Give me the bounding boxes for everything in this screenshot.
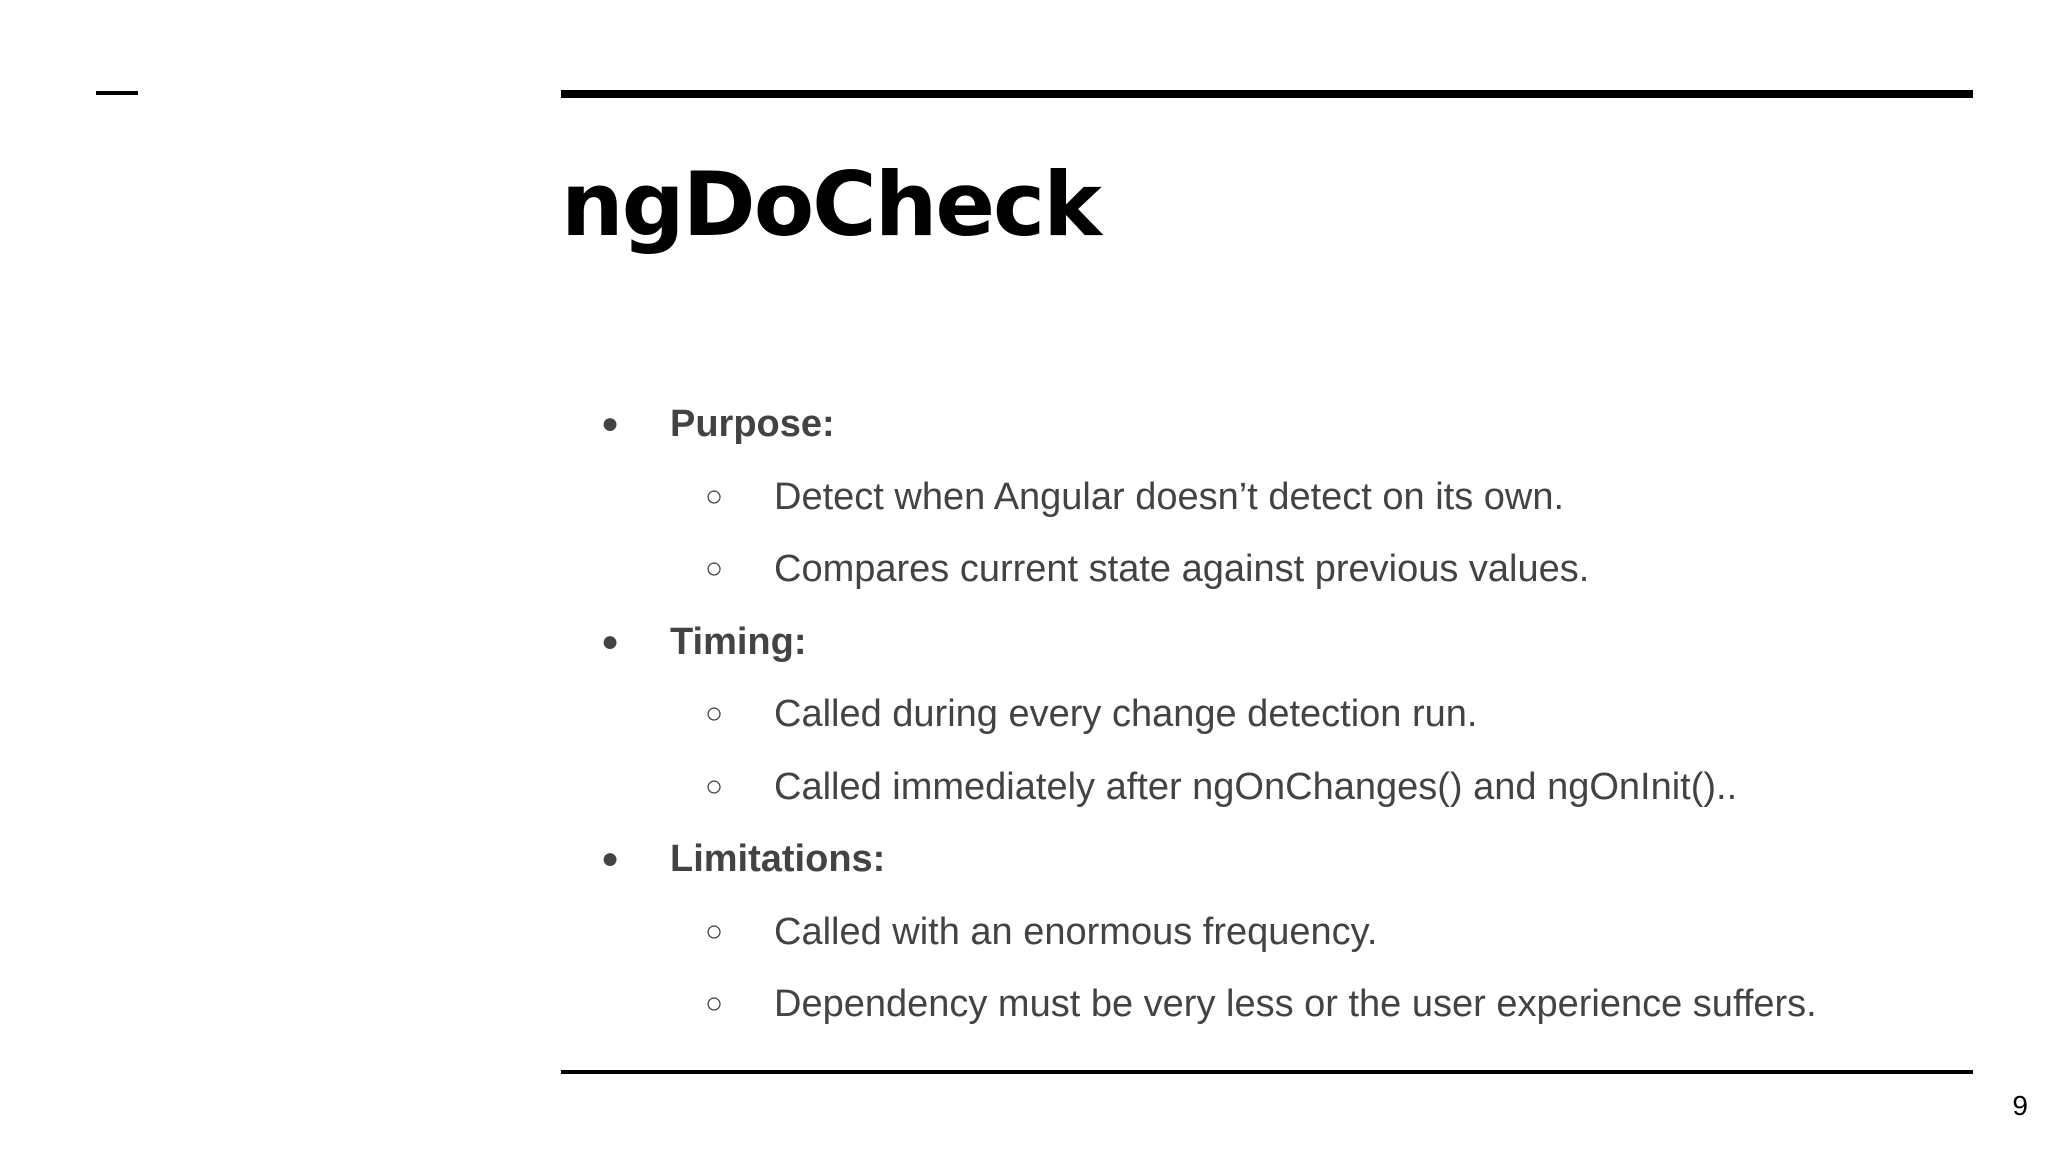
slide-title: ngDoCheck [561, 153, 1100, 256]
hollow-bullet-icon: ○ [704, 987, 724, 1020]
bullet-heading: Timing: [670, 620, 807, 663]
filled-bullet-icon: ● [600, 407, 620, 440]
sub-bullet-text: Called immediately after ngOnChanges() and ngOnInit().. [774, 765, 1738, 808]
sub-bullet-text: Called with an enormous frequency. [774, 910, 1378, 953]
slide-page-number: 9 [2012, 1090, 2028, 1121]
corner-accent-dash [96, 91, 138, 95]
filled-bullet-icon: ● [600, 624, 620, 658]
sub-bullet-text: Compares current state against previous values. [774, 548, 1590, 590]
filled-bullet-icon: ● [600, 842, 620, 875]
sub-bullet-text: Detect when Angular doesn’t detect on its own. [774, 475, 1565, 518]
top-divider-rule [561, 90, 1973, 98]
bottom-divider-rule [561, 1070, 1973, 1074]
sub-bullet-text: Called during every change detection run. [774, 693, 1478, 735]
hollow-bullet-icon: ○ [704, 552, 724, 585]
sub-bullet-text: Dependency must be very less or the user experience suffers. [774, 983, 1817, 1025]
bullet-heading: Purpose: [670, 403, 835, 445]
hollow-bullet-icon: ○ [704, 769, 724, 803]
bullet-heading: Limitations: [670, 838, 886, 880]
hollow-bullet-icon: ○ [704, 914, 724, 948]
hollow-bullet-icon: ○ [704, 479, 724, 513]
hollow-bullet-icon: ○ [704, 697, 724, 730]
